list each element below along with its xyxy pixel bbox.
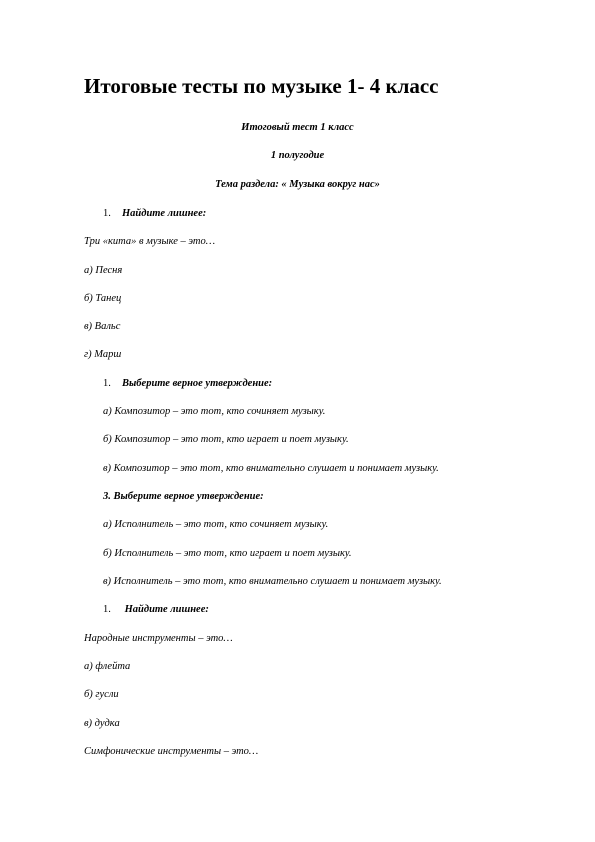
question-3-option-c: в) Исполнитель – это тот, кто внимательно слушает и понимает музыку. (103, 576, 442, 587)
question-4-option-a: а) флейта (84, 661, 131, 672)
question-2-option-a: а) Композитор – это тот, кто сочиняет музыку. (103, 406, 326, 417)
question-2-heading (103, 377, 272, 391)
half-year-label: 1 полугодие (270, 150, 325, 161)
question-1-option-c: в) Вальс (84, 321, 121, 332)
question-4-option-c: в) дудка (84, 718, 120, 729)
question-3-option-b: б) Исполнитель – это тот, кто играет и поет музыку. (103, 548, 352, 559)
question-1-prompt: Три «кита» в музыке – это… (84, 236, 216, 247)
question-2-option-b: б) Композитор – это тот, кто играет и поет музыку. (103, 434, 349, 445)
question-1-text: Найдите лишнее: (122, 208, 207, 219)
question-4-option-b: б) гусли (84, 689, 119, 700)
question-2-option-c: в) Композитор – это тот, кто внимательно слушает и понимает музыку. (103, 463, 439, 474)
question-1-number: 1. (103, 208, 111, 219)
document-title: Итоговые тесты по музыке 1- 4 класс (84, 74, 439, 98)
question-4-prompt: Народные инструменты – это… (84, 633, 233, 644)
question-1-heading (103, 207, 206, 221)
question-1-option-b: б) Танец (84, 293, 122, 304)
question-1-option-a: а) Песня (84, 265, 123, 276)
question-1-option-d: г) Марш (84, 349, 122, 360)
question-3-heading: 3. Выберите верное утверждение: (103, 491, 264, 502)
question-5-prompt: Симфонические инструменты – это… (84, 746, 259, 757)
question-4-heading (103, 603, 209, 617)
question-2-text: Выберите верное утверждение: (122, 378, 273, 389)
topic-label: Тема раздела: « Музыка вокруг нас» (215, 179, 380, 190)
question-2-number: 1. (103, 378, 111, 389)
test-subtitle: Итоговый тест 1 класс (241, 122, 354, 133)
question-4-number: 1. (103, 604, 111, 615)
question-4-text: Найдите лишнее: (122, 604, 209, 615)
question-3-option-a: а) Исполнитель – это тот, кто сочиняет музыку. (103, 519, 329, 530)
